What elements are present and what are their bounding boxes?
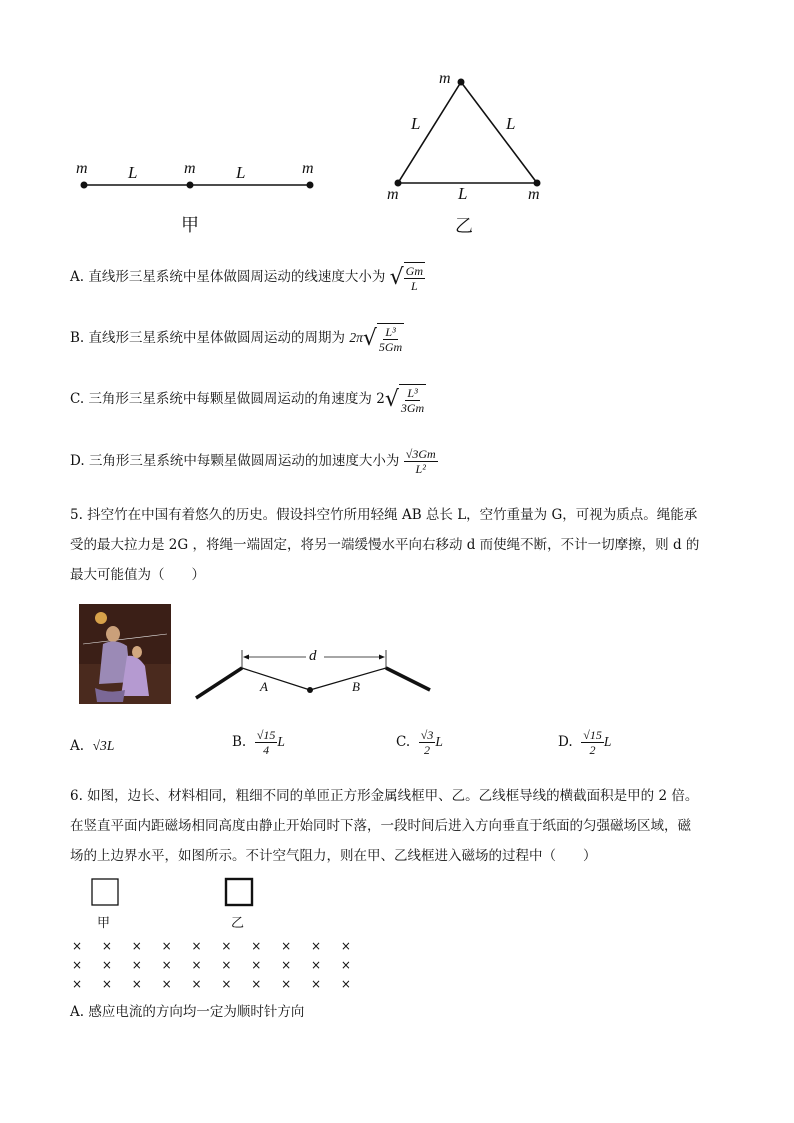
mass-label: m [439, 70, 451, 87]
q5-stem-line1: 5. 抖空竹在中国有着悠久的历史。假设抖空竹所用轻绳 AB 总长 L，空竹重量为 G，可视为质点。绳能承 [70, 507, 698, 523]
q6-option-a[interactable]: A. 感应电流的方向均一定为顺时针方向 [70, 1004, 305, 1020]
figure-caption: 乙 [455, 216, 473, 237]
q4-option-d[interactable]: D. 三角形三星系统中每颗星做圆周运动的加速度大小为 $\frac{√3Gm}{\text{L²}}$ [70, 447, 436, 476]
q4-option-a[interactable]: A. 直线形三星系统中星体做圆周运动的线速度大小为 √ $\frac{Gm}{L}$ [70, 264, 424, 293]
mass-label: m [387, 186, 399, 203]
point-label: B [352, 679, 360, 694]
q6-stem-line1: 6. 如图，边长、材料相同，粗细不同的单匝正方形金属线框甲、乙。乙线框导线的横截面积是甲的 2 倍。 [70, 788, 699, 804]
length-label: L [506, 114, 516, 133]
figure-triangle-three-star [380, 70, 560, 200]
length-label: L [236, 163, 246, 182]
q4-option-c[interactable]: C. 三角形三星系统中每颗星做圆周运动的角速度为 2 √ $\frac{\text{L³}}{3Gm}$ [70, 386, 425, 415]
length-label: L [458, 184, 468, 203]
q6-stem-line2: 在竖直平面内距磁场相同高度由静止开始同时下落，一段时间后进入方向垂直于纸面的匀强磁场区域，磁 [70, 818, 691, 834]
diabolo-photo [79, 604, 171, 704]
q5-option-c[interactable]: C. $\frac{√3}{2}$ L [396, 728, 443, 757]
q5-option-d[interactable]: D. $\frac{√15}{2}$ L [558, 728, 612, 757]
magnetic-field-row: × × × × × × × × × × [72, 958, 359, 972]
figure-linear-three-star [60, 150, 340, 240]
point-label: A [260, 679, 268, 694]
frame-label-yi: 乙 [231, 916, 245, 931]
q5-option-a[interactable]: A. √3L [70, 738, 115, 754]
magnetic-field-row: × × × × × × × × × × [72, 939, 359, 953]
length-label: L [411, 114, 421, 133]
q5-stem-line3: 最大可能值为（ ） [70, 567, 205, 583]
figure-caption: 甲 [181, 215, 199, 236]
q5-option-b[interactable]: B. $\frac{√15}{4}$ L [232, 728, 285, 757]
frame-label-jia: 甲 [97, 916, 111, 931]
q5-stem-line2: 受的最大拉力是 2G ，将绳一端固定，将另一端缓慢水平向右移动 d 而使绳不断，不计一切摩擦，则 d 的 [70, 537, 700, 553]
length-label: L [128, 163, 138, 182]
magnetic-field-row: × × × × × × × × × × [72, 977, 359, 991]
mass-label: m [302, 160, 314, 177]
square-frames [90, 876, 260, 908]
mass-label: m [76, 160, 88, 177]
mass-label: m [528, 186, 540, 203]
q6-stem-line3: 场的上边界水平，如图所示。不计空气阻力，则在甲、乙线框进入磁场的过程中（ ） [70, 848, 597, 864]
distance-label: d [309, 648, 317, 664]
mass-label: m [184, 160, 196, 177]
q4-option-b[interactable]: B. 直线形三星系统中星体做圆周运动的周期为 2π √ $\frac{\text{L³}}{5Gm}$ [70, 325, 403, 354]
